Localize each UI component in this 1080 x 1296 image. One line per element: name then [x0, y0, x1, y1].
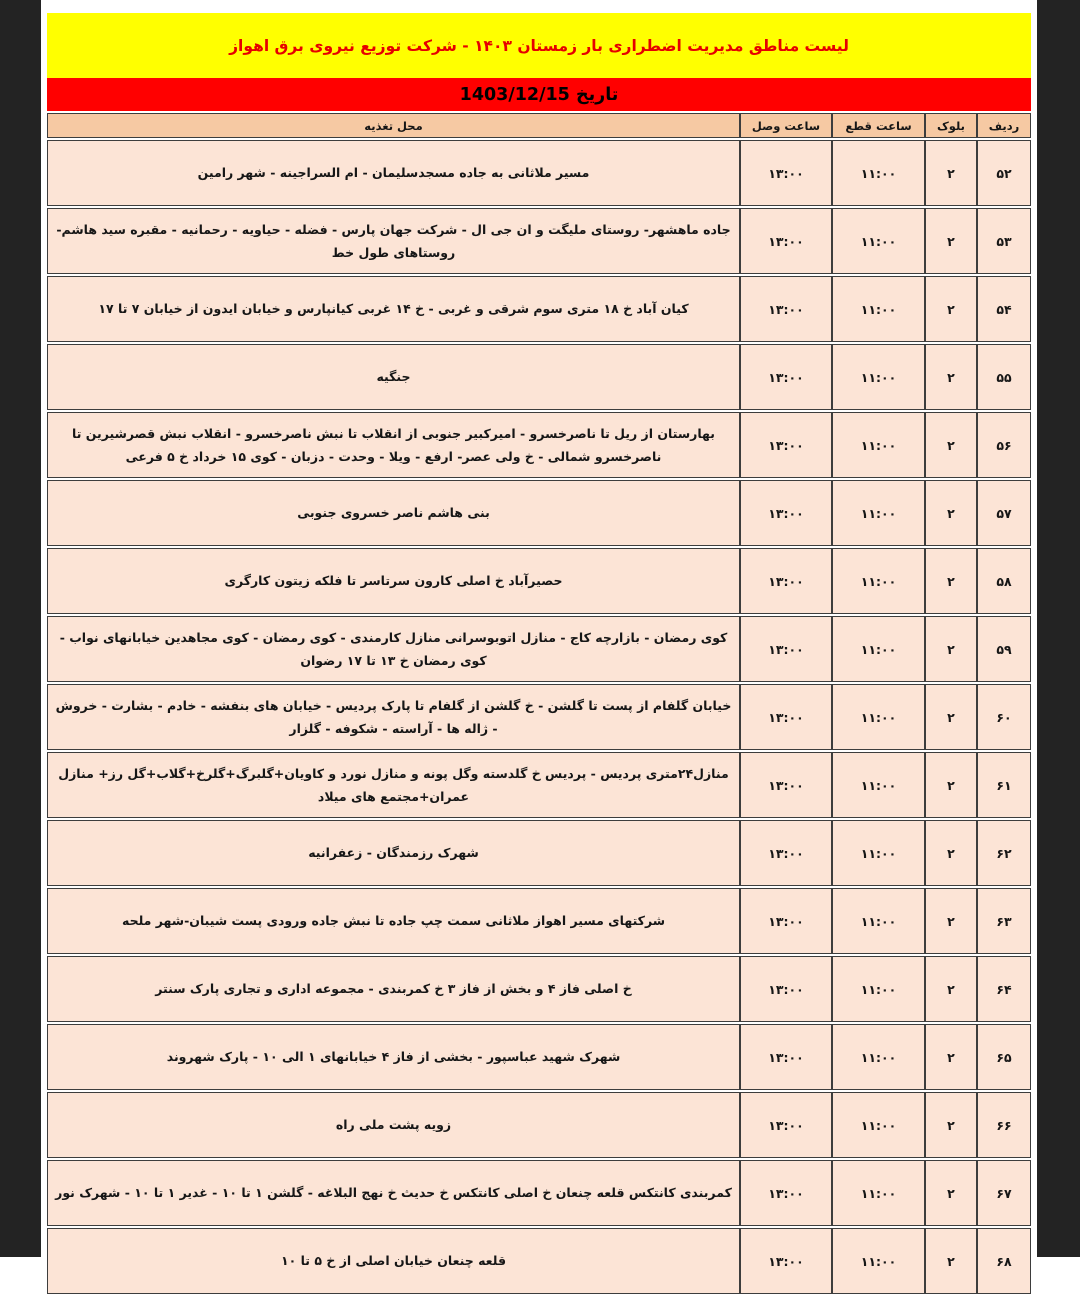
location-text: خیابان گلفام از پست تا گلشن - خ گلشن از گلفام تا پارک پردیس - خیابان های بنفشه - خادم - بشارت - خروش - ژاله ها - آراسته - شکوفه - گلزار — [47, 684, 740, 750]
block-value: ۲ — [925, 276, 977, 342]
table-row — [47, 412, 1031, 478]
block-value: ۲ — [925, 684, 977, 750]
row-number: ۶۵ — [977, 1024, 1031, 1090]
connect-time: ۱۳:۰۰ — [740, 1024, 832, 1090]
location-text: زویه پشت ملی راه — [47, 1092, 740, 1158]
location-text: جنگیه — [47, 344, 740, 410]
block-value: ۲ — [925, 752, 977, 818]
row-number: ۵۲ — [977, 140, 1031, 206]
block-value: ۲ — [925, 820, 977, 886]
table-row — [47, 956, 1031, 1022]
cut-time: ۱۱:۰۰ — [832, 1092, 925, 1158]
connect-time: ۱۳:۰۰ — [740, 888, 832, 954]
location-text: کیان آباد خ ۱۸ متری سوم شرقی و غربی - خ ۱۴ غربی کیانپارس و خیابان ایدون از خیابان ۷ تا ۱۷ — [47, 276, 740, 342]
table-row — [47, 548, 1031, 614]
row-number: ۵۷ — [977, 480, 1031, 546]
block-value: ۲ — [925, 1228, 977, 1294]
row-number: ۵۳ — [977, 208, 1031, 274]
connect-time: ۱۳:۰۰ — [740, 616, 832, 682]
row-number: ۶۳ — [977, 888, 1031, 954]
row-number: ۵۶ — [977, 412, 1031, 478]
connect-time: ۱۳:۰۰ — [740, 276, 832, 342]
row-number: ۶۸ — [977, 1228, 1031, 1294]
cut-time: ۱۱:۰۰ — [832, 1228, 925, 1294]
block-value: ۲ — [925, 480, 977, 546]
left-dark-strip — [0, 0, 41, 1257]
connect-time: ۱۳:۰۰ — [740, 344, 832, 410]
block-value: ۲ — [925, 548, 977, 614]
block-value: ۲ — [925, 888, 977, 954]
connect-time: ۱۳:۰۰ — [740, 1160, 832, 1226]
table-row — [47, 752, 1031, 818]
row-number: ۶۶ — [977, 1092, 1031, 1158]
connect-time: ۱۳:۰۰ — [740, 684, 832, 750]
block-value: ۲ — [925, 208, 977, 274]
block-value: ۲ — [925, 956, 977, 1022]
row-number: ۶۴ — [977, 956, 1031, 1022]
column-header-row-number: ردیف — [977, 113, 1031, 138]
cut-time: ۱۱:۰۰ — [832, 276, 925, 342]
table-row — [47, 208, 1031, 274]
location-text: قلعه چنعان خیابان اصلی از خ ۵ تا ۱۰ — [47, 1228, 740, 1294]
location-text: شرکتهای مسیر اهواز ملاثانی سمت چپ جاده تا نبش جاده ورودی پست شیبان-شهر ملحه — [47, 888, 740, 954]
date-label: تاریخ 1403/12/15 — [459, 84, 619, 105]
block-value: ۲ — [925, 616, 977, 682]
table-row — [47, 684, 1031, 750]
block-value: ۲ — [925, 344, 977, 410]
row-number: ۶۷ — [977, 1160, 1031, 1226]
table-row — [47, 820, 1031, 886]
connect-time: ۱۳:۰۰ — [740, 820, 832, 886]
cut-time: ۱۱:۰۰ — [832, 888, 925, 954]
table-row — [47, 344, 1031, 410]
row-number: ۵۵ — [977, 344, 1031, 410]
location-text: جاده ماهشهر- روستای ملیگت و ان جی ال - شرکت جهان پارس - فضله - حیاویه - رحمانیه - مقبره سید هاشم- روستاهای طول خط — [47, 208, 740, 274]
cut-time: ۱۱:۰۰ — [832, 1024, 925, 1090]
table-row — [47, 1092, 1031, 1158]
block-value: ۲ — [925, 1160, 977, 1226]
connect-time: ۱۳:۰۰ — [740, 208, 832, 274]
table-row — [47, 1160, 1031, 1226]
column-header-location: محل تغذیه — [47, 113, 740, 138]
row-number: ۶۲ — [977, 820, 1031, 886]
right-dark-strip — [1037, 0, 1080, 1257]
connect-time: ۱۳:۰۰ — [740, 1228, 832, 1294]
table-row — [47, 276, 1031, 342]
cut-time: ۱۱:۰۰ — [832, 752, 925, 818]
row-number: ۵۸ — [977, 548, 1031, 614]
outage-table — [47, 111, 1031, 1296]
location-text: بنی هاشم ناصر خسروی جنوبی — [47, 480, 740, 546]
connect-time: ۱۳:۰۰ — [740, 140, 832, 206]
row-number: ۵۹ — [977, 616, 1031, 682]
block-value: ۲ — [925, 412, 977, 478]
location-text: شهرک شهید عباسپور - بخشی از فاز ۴ خیابانهای ۱ الی ۱۰ - پارک شهروند — [47, 1024, 740, 1090]
block-value: ۲ — [925, 140, 977, 206]
date-banner — [47, 78, 1031, 111]
location-text: کوی رمضان - بازارچه کاج - منازل اتوبوسرانی منازل کارمندی - کوی رمضان - کوی مجاهدین خیابانهای نواب - کوی رمضان خ ۱۳ تا ۱۷ رضوان — [47, 616, 740, 682]
location-text: شهرک رزمندگان - زعفرانیه — [47, 820, 740, 886]
column-header-block: بلوک — [925, 113, 977, 138]
column-header-cut-time: ساعت قطع — [832, 113, 925, 138]
cut-time: ۱۱:۰۰ — [832, 344, 925, 410]
block-value: ۲ — [925, 1024, 977, 1090]
table-header-row — [47, 113, 1031, 138]
row-number: ۶۱ — [977, 752, 1031, 818]
location-text: خ اصلی فاز ۴ و بخش از فاز ۳ خ کمربندی - مجموعه اداری و تجاری پارک سنتر — [47, 956, 740, 1022]
row-number: ۶۰ — [977, 684, 1031, 750]
table-row — [47, 1024, 1031, 1090]
connect-time: ۱۳:۰۰ — [740, 752, 832, 818]
document-content — [47, 13, 1031, 1296]
title-banner — [47, 13, 1031, 78]
table-row — [47, 888, 1031, 954]
cut-time: ۱۱:۰۰ — [832, 1160, 925, 1226]
table-row — [47, 480, 1031, 546]
cut-time: ۱۱:۰۰ — [832, 616, 925, 682]
cut-time: ۱۱:۰۰ — [832, 412, 925, 478]
cut-time: ۱۱:۰۰ — [832, 548, 925, 614]
table-row — [47, 1228, 1031, 1294]
column-header-connect-time: ساعت وصل — [740, 113, 832, 138]
block-value: ۲ — [925, 1092, 977, 1158]
cut-time: ۱۱:۰۰ — [832, 208, 925, 274]
connect-time: ۱۳:۰۰ — [740, 412, 832, 478]
table-row — [47, 140, 1031, 206]
cut-time: ۱۱:۰۰ — [832, 956, 925, 1022]
cut-time: ۱۱:۰۰ — [832, 140, 925, 206]
location-text: بهارستان از ریل تا ناصرخسرو - امیرکبیر جنوبی از انقلاب تا نبش ناصرخسرو - انقلاب نبش قصرشیرین تا ناصرخسرو شمالی - خ ولی عصر- ارفع - ویلا - وحدت - دزبان - کوی ۱۵ خرداد خ ۵ فرعی — [47, 412, 740, 478]
location-text: مسیر ملاثانی به جاده مسجدسلیمان - ام السراجینه - شهر رامین — [47, 140, 740, 206]
connect-time: ۱۳:۰۰ — [740, 956, 832, 1022]
connect-time: ۱۳:۰۰ — [740, 548, 832, 614]
cut-time: ۱۱:۰۰ — [832, 684, 925, 750]
cut-time: ۱۱:۰۰ — [832, 480, 925, 546]
cut-time: ۱۱:۰۰ — [832, 820, 925, 886]
connect-time: ۱۳:۰۰ — [740, 480, 832, 546]
connect-time: ۱۳:۰۰ — [740, 1092, 832, 1158]
row-number: ۵۴ — [977, 276, 1031, 342]
location-text: کمربندی کانتکس قلعه چنعان خ اصلی کانتکس خ حدیث خ نهج البلاغه - گلشن ۱ تا ۱۰ - غدیر ۱ تا ۱۰ - شهرک نور — [47, 1160, 740, 1226]
location-text: حصیرآباد خ اصلی کارون سرتاسر تا فلکه زیتون کارگری — [47, 548, 740, 614]
table-row — [47, 616, 1031, 682]
location-text: منازل۲۴متری پردیس - پردیس خ گلدسته وگل پونه و منازل نورد و کاویان+گلبرگ+گلرخ+گلاب+گل رز+ منازل عمران+مجتمع های میلاد — [47, 752, 740, 818]
page-title: لیست مناطق مدیریت اضطراری بار زمستان ۱۴۰۳ - شرکت توزیع نیروی برق اهواز — [229, 36, 849, 55]
